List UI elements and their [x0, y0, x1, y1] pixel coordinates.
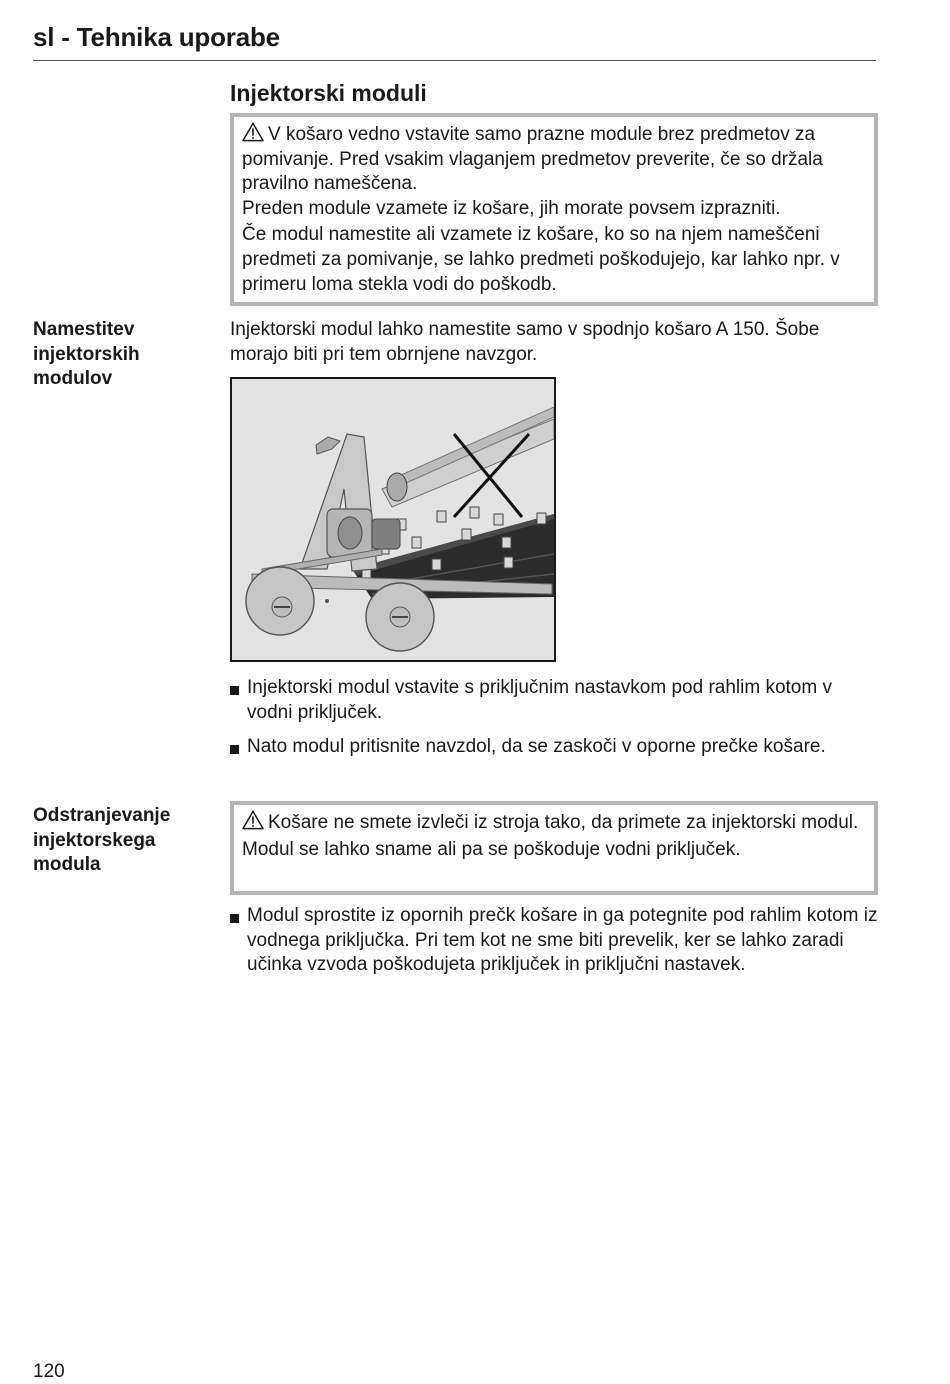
bullet-square-icon	[230, 686, 239, 695]
header-title: sl - Tehnika uporabe	[33, 22, 280, 52]
install-step	[230, 735, 880, 760]
install-step-text: Nato modul pritisnite navzdol, da se zaskoči v oporne prečke košare.	[247, 736, 826, 757]
install-text: Injektorski modul lahko namestite samo v spodnjo košaro A 150. Šobe morajo biti pri tem obrnjene navzgor.	[230, 319, 820, 365]
bullet-square-icon	[230, 745, 239, 754]
warning-line-1: V košaro vedno vstavite samo prazne module brez predmetov za pomivanje. Pred vsakim vlaganjem predmetov preverite, če so držala pravilno nameščena.	[242, 124, 823, 195]
page-number: 120	[33, 1361, 65, 1382]
warning-triangle-icon	[242, 122, 264, 142]
warning-triangle-icon	[242, 810, 264, 830]
warning-line-2: Preden module vzamete iz košare, jih morate povsem izprazniti.	[242, 197, 781, 219]
injector-module-basket-illustration	[230, 377, 556, 662]
section-title: Injektorski moduli	[230, 80, 427, 106]
remove-warning-line-2: Modul se lahko sname ali pa se poškoduje vodni priključek.	[242, 838, 741, 860]
install-step	[230, 676, 880, 725]
warning-line-3: Če modul namestite ali vzamete iz košare, ko so na njem nameščeni predmeti za pomivanje, se lahko predmeti poškodujejo, kar lahko npr. v primeru loma stekla vodi do poškodb.	[242, 224, 840, 295]
remove-heading: Odstranjevanje injektorskega modula	[33, 805, 171, 876]
warning-box-remove	[230, 801, 878, 895]
install-heading: Namestitev injektorskih modulov	[33, 319, 140, 390]
remove-warning-line-1: Košare ne smete izvleči iz stroja tako, da primete za injektorski modul.	[268, 812, 859, 833]
install-step-text: Injektorski modul vstavite s priključnim nastavkom pod rahlim kotom v vodni priključek.	[247, 677, 832, 723]
warning-paragraph	[242, 122, 866, 197]
remove-step	[230, 904, 880, 978]
remove-step-text: Modul sprostite iz opornih prečk košare in ga potegnite pod rahlim kotom iz vodnega priključka. Pri tem kot ne sme biti prevelik, ker se lahko zaradi učinka vzvoda poškodujeta priključek in priključni nastavek.	[247, 905, 878, 976]
page-header	[33, 20, 876, 61]
bullet-square-icon	[230, 914, 239, 923]
warning-paragraph	[242, 810, 866, 836]
warning-box-modules	[230, 113, 878, 306]
basket-drawing	[232, 379, 554, 660]
